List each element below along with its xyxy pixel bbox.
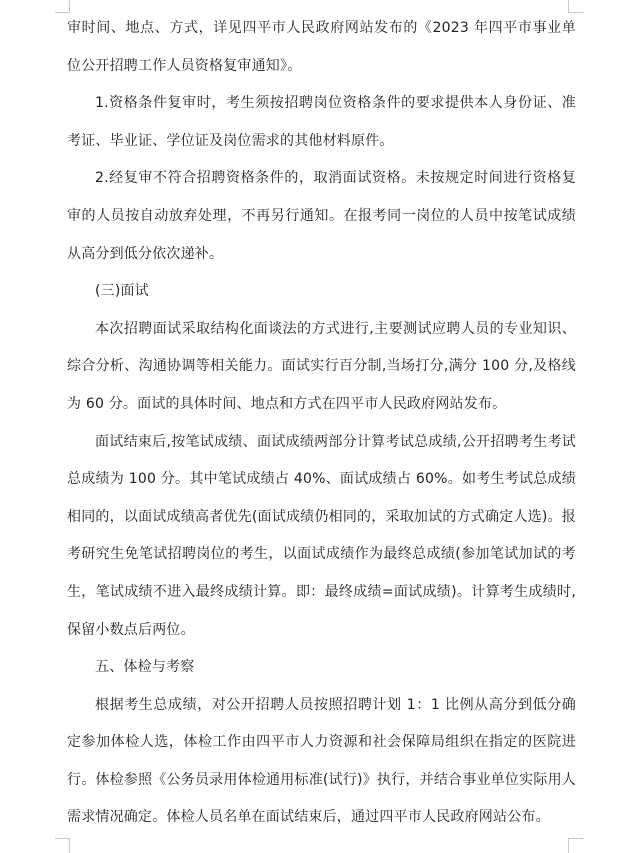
- paragraph-review-notice: 审时间、地点、方式，详见四平市人民政府网站发布的《2023 年四平市事业单位公开招聘工作人员资格复审通知》。: [67, 20, 576, 74]
- paragraph-review-disqualification: 2.经复审不符合招聘资格条件的，取消面试资格。未按规定时间进行资格复审的人员按自动放弃处理，不再另行通知。在报考同一岗位的人员中按笔试成绩从高分到低分依次递补。: [67, 170, 576, 262]
- paragraph-review-documents: 1.资格条件复审时，考生须按招聘岗位资格条件的要求提供本人身份证、准考证、毕业证、学位证及岗位需求的其他材料原件。: [67, 95, 576, 149]
- paragraph-interview-method: 本次招聘面试采取结构化面谈法的方式进行,主要测试应聘人员的专业知识、综合分析、沟通协调等相关能力。面试实行百分制,当场打分,满分 100 分,及格线为 60 分。面试的具体时间、地点和方式在四平市人民政府网站发布。: [67, 320, 576, 412]
- document-body: [67, 10, 576, 837]
- section-heading-medical-exam: 五、体检与考察: [95, 659, 195, 676]
- paragraph-total-score: 面试结束后,按笔试成绩、面试成绩两部分计算考试总成绩,公开招聘考生考试总成绩为 100 分。其中笔试成绩占 40%、面试成绩占 60%。如考生考试总成绩相同的，以面试成绩高者优先(面试成绩仍相同的，采取加试的方式确定人选)。报考研究生免笔试招聘岗位的考生，以面试成绩作为最终总成绩(参加笔试加试的考生，笔试成绩不进入最终成绩计算。即：最终成绩=面试成绩)。计算考生成绩时,保留小数点后两位。: [67, 433, 576, 638]
- paragraph-medical-exam: 根据考生总成绩，对公开招聘人员按照招聘计划 1：1 比例从高分到低分确定参加体检人选，体检工作由四平市人力资源和社会保障局组织在指定的医院进行。体检参照《公务员录用体检通用标准(试行)》执行，并结合事业单位实际用人需求情况确定。体检人员名单在面试结束后，通过四平市人民政府网站公布。: [67, 696, 576, 826]
- section-heading-interview: (三)面试: [95, 283, 149, 300]
